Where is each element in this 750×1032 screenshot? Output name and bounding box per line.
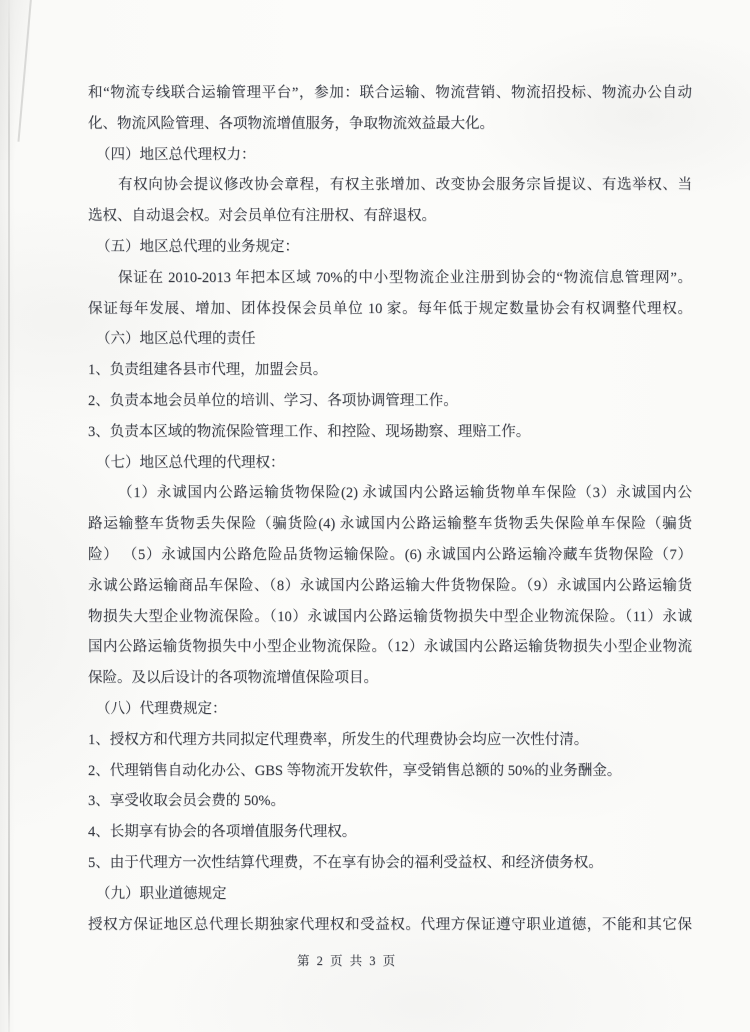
document-line: 和“物流专线联合运输管理平台”，参加：联合运输、物流营销、物流招投标、物流办公自动 — [88, 85, 692, 101]
section-heading-8: （八）代理费规定： — [96, 700, 227, 717]
scan-corner-fold-shade — [0, 0, 30, 160]
list-item-1: 1、授权方和代理方共同拟定代理费率，所发生的代理费协会均应一次性付清。 — [88, 731, 589, 748]
document-line: 物损失大型企业物流保险。（10）永诚国内公路运输货物损失中型企业物流保险。（11）永诚 — [88, 608, 692, 625]
document-line: 保证每年发展、增加、团体投保会员单位 10 家。每年低于规定数量协会有权调整代理权。 — [88, 300, 692, 317]
document-line: 保证在 2010-2013 年把本区域 70%的中小型物流企业注册到协会的“物流信息管理网”。 — [118, 269, 692, 286]
list-item-2: 2、代理销售自动化办公、GBS 等物流开发软件，享受销售总额的 50%的业务酬金。 — [88, 762, 622, 779]
list-item-4: 4、长期享有协会的各项增值服务代理权。 — [88, 824, 357, 841]
document-line: 路运输整车货物丢失保险（骗货险(4) 永诚国内公路运输整车货物丢失保险单车保险（骗货 — [88, 516, 692, 533]
section-heading-7: （七）地区总代理的代理权： — [96, 454, 285, 471]
scan-left-edge-crease — [8, 0, 10, 1032]
document-body — [88, 78, 692, 940]
document-line: 保险。及以后设计的各项物流增值保险项目。 — [88, 670, 378, 687]
document-line: 选权、自动退会权。对会员单位有注册权、有辞退权。 — [88, 208, 436, 225]
list-item-1: 1、负责组建各县市代理，加盟会员。 — [88, 362, 328, 379]
document-line: 化、物流风险管理、各项物流增值服务，争取物流效益最大化。 — [88, 115, 494, 132]
section-heading-4: （四）地区总代理权力： — [96, 146, 256, 163]
document-line: 国内公路运输货物损失中小型企业物流保险。（12）永诚国内公路运输货物损失小型企业物流 — [88, 639, 692, 656]
document-line: 险） （5）永诚国内公路危险品货物运输保险。(6) 永诚国内公路运输冷藏车货物保险（7） — [88, 546, 692, 563]
document-line: 授权方保证地区总代理长期独家代理权和受益权。代理方保证遵守职业道德，不能和其它保 — [88, 916, 692, 933]
list-item-3: 3、享受收取会员会费的 50%。 — [88, 793, 285, 810]
list-item-3: 3、负责本区域的物流保险管理工作、和控险、现场勘察、理赔工作。 — [88, 423, 531, 440]
list-item-5: 5、由于代理方一次性结算代理费，不在享有协会的福利受益权、和经济债务权。 — [88, 854, 603, 871]
list-item-2: 2、负责本地会员单位的培训、学习、各项协调管理工作。 — [88, 392, 458, 409]
section-heading-5: （五）地区总代理的业务规定： — [96, 238, 299, 255]
document-line: 永诚公路运输商品车保险、（8）永诚国内公路运输大件货物保险。（9）永诚国内公路运输货 — [88, 577, 692, 594]
page-number-footer: 第 2 页 共 3 页 — [297, 954, 398, 968]
section-heading-6: （六）地区总代理的责任 — [96, 331, 256, 348]
document-line: 有权向协会提议修改协会章程，有权主张增加、改变协会服务宗旨提议、有选举权、当 — [118, 177, 692, 194]
document-line: （1）永诚国内公路运输货物保险(2) 永诚国内公路运输货物单车保险（3）永诚国内公 — [118, 485, 692, 502]
section-heading-9: （九）职业道德规定 — [96, 885, 227, 902]
